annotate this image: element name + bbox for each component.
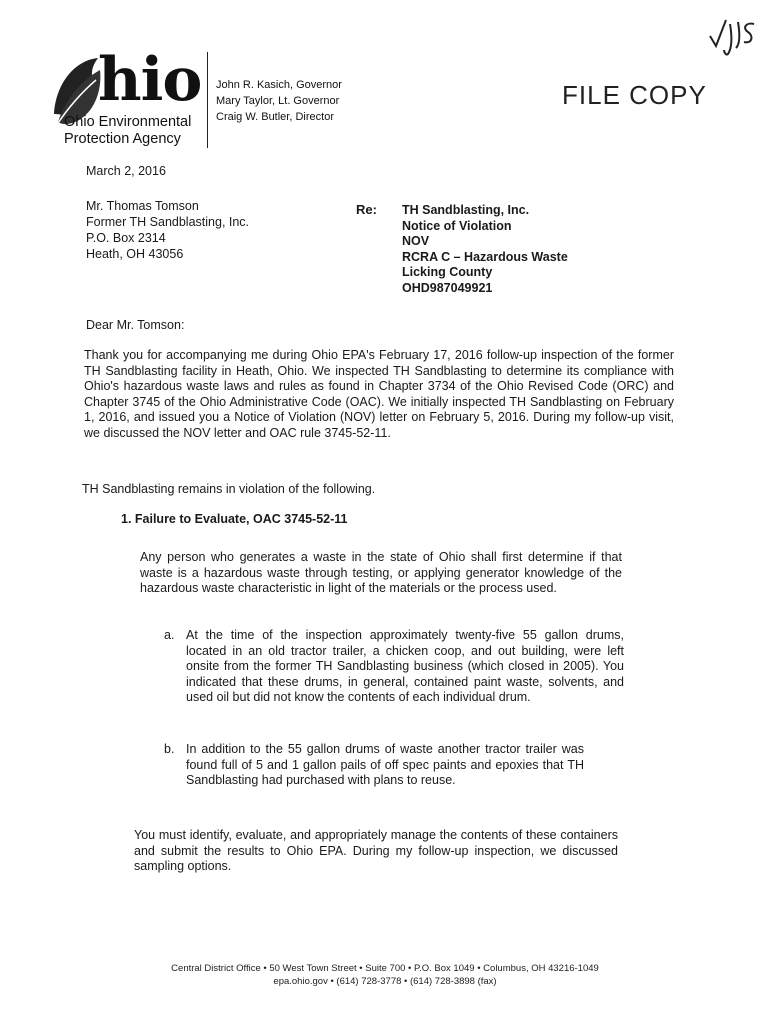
re-line: Notice of Violation <box>402 218 512 233</box>
list-item-text: In addition to the 55 gallon drums of waste another tractor trailer was found full of 5 and 1 gallon pails of off spec paints and epoxies that TH Sandblasting had purchased with plans to reuse. <box>186 742 584 787</box>
re-line: Licking County <box>402 265 493 279</box>
header-divider <box>207 52 208 148</box>
file-copy-stamp: FILE COPY <box>562 80 707 110</box>
recipient-city: Heath, OH 43056 <box>86 247 184 261</box>
recipient-po-box: P.O. Box 2314 <box>86 231 166 245</box>
violation-description: Any person who generates a waste in the state of Ohio shall first determine if that waste is a hazardous waste through testing, or applying generator knowledge of the hazardous waste characteristic in light of the materials or the process used. <box>140 550 622 595</box>
intro-paragraph: Thank you for accompanying me during Ohio EPA's February 17, 2016 follow-up inspection of the former TH Sandblasting facility in Heath, Ohio. We inspected TH Sandblasting to determine its compliance with Ohio's hazardous waste laws and rules as found in Chapter 3734 of the Ohio Revised Code (ORC) and Chapter 3745 of the Ohio Administrative Code (OAC). We initially inspected TH Sandblasting on February 1, 2016, and issued you a Notice of Violation (NOV) letter on February 5, 2016. During my follow-up visit, we discussed the NOV letter and OAC rule 3745-52-11. <box>84 348 674 440</box>
list-marker: a. <box>164 628 175 642</box>
re-line: OHD987049921 <box>402 280 493 295</box>
violation-heading: 1. Failure to Evaluate, OAC 3745-52-11 <box>121 512 348 526</box>
agency-name <box>64 114 191 148</box>
footer-address: Central District Office • 50 West Town Street • Suite 700 • P.O. Box 1049 • Columbus, OH 43216-1049 <box>171 963 599 974</box>
list-item-text: At the time of the inspection approximately twenty-five 55 gallon drums, located in an old tractor trailer, a chicken coop, and out building, were left onsite from the former TH Sandblasting business (which closed in 2005). You indicated that these drums, in general, contained paint waste, solvents, and used oil but did not know the contents of each individual drum. <box>186 628 624 704</box>
official-director: Craig W. Butler, Director <box>216 111 334 123</box>
salutation: Dear Mr. Tomson: <box>86 318 185 332</box>
recipient-company: Former TH Sandblasting, Inc. <box>86 215 250 229</box>
recipient-address <box>86 198 249 262</box>
re-line: RCRA C – Hazardous Waste <box>402 249 568 264</box>
violation-summary: TH Sandblasting remains in violation of the following. <box>82 482 376 496</box>
logo-wordmark: hio <box>98 45 202 115</box>
footer-contact: epa.ohio.gov • (614) 728-3778 • (614) 728-3898 (fax) <box>273 976 497 987</box>
letter-date: March 2, 2016 <box>86 164 166 178</box>
handwritten-initials-icon <box>708 14 758 64</box>
re-line: NOV <box>402 234 430 248</box>
recipient-name: Mr. Thomas Tomson <box>86 199 199 213</box>
agency-name-line2: Protection Agency <box>64 131 181 147</box>
re-block <box>402 203 568 296</box>
action-paragraph: You must identify, evaluate, and appropriately manage the contents of these containers and submit the results to Ohio EPA. During my follow-up inspection, we discussed sampling options. <box>134 828 618 873</box>
agency-name-line1: Ohio Environmental <box>64 114 192 130</box>
list-marker: b. <box>164 742 175 756</box>
re-label: Re: <box>356 202 377 217</box>
officials-list <box>216 77 342 125</box>
official-lt-governor: Mary Taylor, Lt. Governor <box>216 95 340 107</box>
official-governor: John R. Kasich, Governor <box>216 79 342 91</box>
re-line: TH Sandblasting, Inc. <box>402 203 530 217</box>
